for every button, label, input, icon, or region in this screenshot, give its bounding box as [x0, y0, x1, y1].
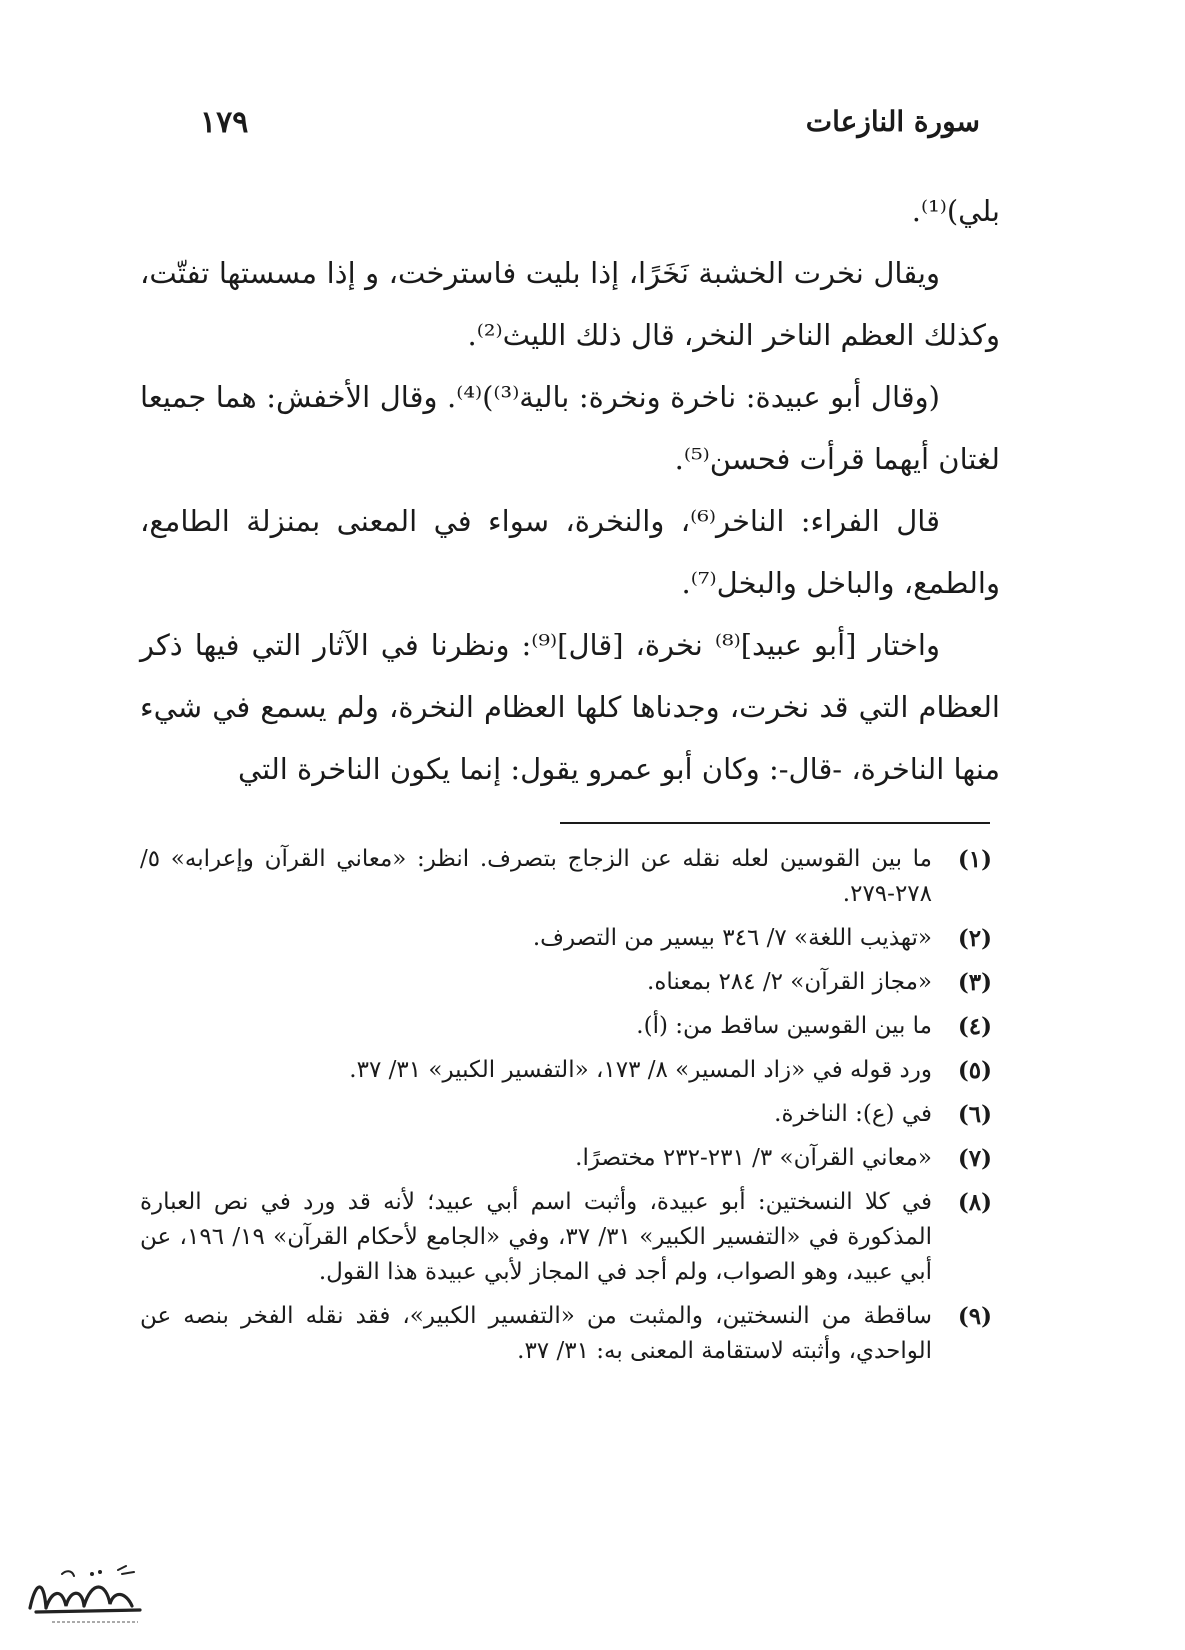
footnote-text: ما بين القوسين لعله نقله عن الزجاج بتصرف. انظر: «معاني القرآن وإعرابه» ٥/ ٢٧٨-٢٧٩.	[140, 846, 932, 907]
footnote-number: (١)	[957, 846, 992, 873]
paragraph: ويقال نخرت الخشبة نَخَرًا، إذا بليت فاسترخت، و إذا مسستها تفتّت، وكذلك العظم الناخر النخر، قال ذلك الليث⁽²⁾.	[140, 256, 1000, 352]
footnote-number: (٧)	[957, 1145, 992, 1172]
footnote-text: ورد قوله في «زاد المسير» ٨/ ١٧٣، «التفسير الكبير» ٣١/ ٣٧.	[349, 1057, 932, 1083]
footnote-number: (٦)	[957, 1101, 992, 1128]
footnote-divider	[560, 822, 990, 824]
surah-title: سورة النازعات	[805, 105, 980, 138]
paragraph: بلي)⁽¹⁾.	[911, 194, 1000, 228]
footnotes	[140, 842, 1000, 1378]
footnote-item	[140, 1097, 1000, 1132]
footnote-text: في كلا النسختين: أبو عبيدة، وأثبت اسم أبي عبيد؛ لأنه قد ورد في نص العبارة المذكورة في «التفسير الكبير» ٣١/ ٣٧، وفي «الجامع لأحكام القرآن» ١٩/ ١٩٦، عن أبي عبيد، وهو الصواب، ولم أجد في المجاز لأبي عبيدة هذا القول.	[140, 1189, 933, 1285]
footnote-text: «معاني القرآن» ٣/ ٢٣١-٢٣٢ مختصرًا.	[575, 1145, 932, 1171]
footnote-item	[140, 965, 1000, 1000]
calligraphy-seal-logo	[22, 1560, 152, 1630]
footnote-item	[140, 1185, 1000, 1290]
footnote-item	[140, 1053, 1000, 1088]
footnote-item	[140, 921, 1000, 956]
footnote-number: (٨)	[957, 1189, 992, 1216]
page-header	[200, 105, 980, 155]
footnote-text: في (ع): الناخرة.	[774, 1101, 932, 1127]
footnote-number: (٣)	[957, 969, 992, 996]
paragraph: (وقال أبو عبيدة: ناخرة ونخرة: بالية⁽³⁾)⁽⁴⁾. وقال الأخفش: هما جميعا لغتان أيهما قرأت فحسن⁽⁵⁾.	[140, 380, 1000, 476]
footnote-item	[140, 1009, 1000, 1044]
footnote-text: ساقطة من النسختين، والمثبت من «التفسير الكبير»، فقد نقله الفخر بنصه عن الواحدي، وأثبته لاستقامة المعنى به: ٣١/ ٣٧.	[140, 1303, 932, 1364]
paragraph: واختار [أبو عبيد]⁽⁸⁾ نخرة، [قال]⁽⁹⁾: ونظرنا في الآثار التي فيها ذكر العظام التي قد نخرت، وجدناها كلها العظام النخرة، ولم يسمع في شيء منها الناخرة، -قال-: وكان أبو عمرو يقول: إنما يكون الناخرة التي	[140, 628, 1000, 786]
footnote-number: (٤)	[957, 1013, 992, 1040]
main-text	[140, 180, 1000, 800]
footnote-item	[140, 842, 1000, 912]
paragraph: قال الفراء: الناخر⁽⁶⁾، والنخرة، سواء في المعنى بمنزلة الطامع، والطمع، والباخل والبخل⁽⁷⁾.	[140, 504, 1000, 600]
footnote-text: «مجاز القرآن» ٢/ ٢٨٤ بمعناه.	[647, 969, 932, 995]
footnote-number: (٢)	[957, 925, 992, 952]
page-number: ١٧٩	[200, 105, 249, 140]
footnote-number: (٩)	[957, 1303, 992, 1330]
footnote-item	[140, 1299, 1000, 1369]
footnote-number: (٥)	[957, 1057, 992, 1084]
footnote-item	[140, 1141, 1000, 1176]
footnote-text: «تهذيب اللغة» ٧/ ٣٤٦ بيسير من التصرف.	[532, 925, 932, 951]
footnote-text: ما بين القوسين ساقط من: (أ).	[636, 1013, 932, 1039]
